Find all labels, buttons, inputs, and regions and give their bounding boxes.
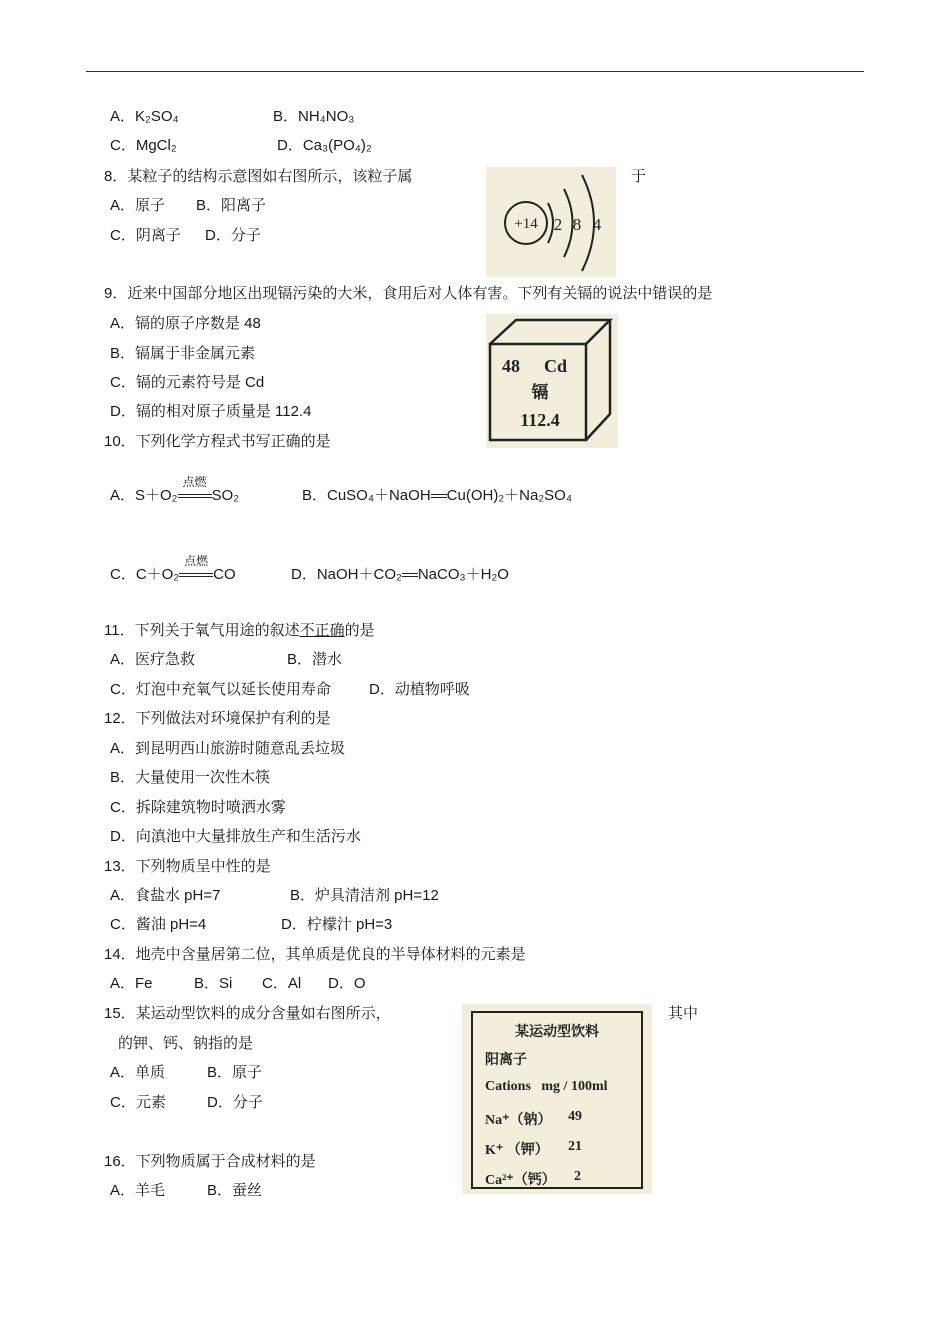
q14-option-c[interactable]: C．Al (262, 975, 302, 992)
atom-structure-diagram (486, 167, 616, 277)
q10-stem: 10．下列化学方程式书写正确的是 (104, 433, 331, 450)
condition-label: 点燃 (184, 554, 209, 568)
q8-stem: 8．某粒子的结构示意图如右图所示，该粒子属 (104, 168, 413, 185)
q15-stem-line2: 的钾、钙、钠指的是 (118, 1035, 254, 1052)
atom-structure-svg (486, 167, 616, 277)
q13-option-d[interactable]: D．柠檬汁 pH=3 (281, 916, 393, 933)
q11-stem (104, 621, 375, 641)
shell-1-electrons: 2 (553, 215, 563, 234)
q14-stem: 14．地壳中含量居第二位，其单质是优良的半导体材料的元素是 (104, 946, 526, 963)
q15-option-c[interactable]: C．元素 (110, 1094, 166, 1111)
q10-option-c[interactable] (110, 554, 236, 585)
q10-option-d[interactable] (291, 565, 509, 585)
q11-stem-emphasis: 不正确 (299, 622, 345, 639)
q15-option-d[interactable]: D．分子 (207, 1094, 263, 1111)
label-row-value: 2 (574, 1169, 581, 1184)
q13-option-a[interactable]: A．食盐水 pH=7 (110, 887, 221, 904)
q11-option-a[interactable]: A．医疗急救 (110, 651, 196, 668)
label-header: Cations mg / 100ml (485, 1079, 608, 1094)
q11-stem-text: 11．下列关于氧气用途的叙述 (104, 622, 300, 639)
q9-option-b[interactable]: B．镉属于非金属元素 (110, 345, 256, 362)
label-row-ion: Na⁺（钠） (485, 1113, 552, 1128)
q10-d-products: NaCO₃＋H₂O (417, 566, 509, 583)
q10-a-products: SO₂ (211, 487, 240, 504)
header-rule (86, 71, 864, 72)
q11-option-d[interactable]: D．动植物呼吸 (369, 681, 470, 698)
q16-option-a[interactable]: A．羊毛 (110, 1182, 166, 1199)
card-top (490, 320, 610, 344)
q12-option-b[interactable]: B．大量使用一次性木筷 (110, 769, 271, 786)
equals-sign (431, 494, 447, 498)
q7-option-b[interactable]: B．NH₄NO₃ (273, 108, 355, 125)
q9-option-c[interactable]: C．镉的元素符号是 Cd (110, 374, 265, 391)
nucleus-charge: +14 (514, 216, 538, 232)
q14-option-a[interactable]: A．Fe (110, 975, 153, 992)
q8-option-b[interactable]: B．阳离子 (196, 197, 267, 214)
q15-option-a[interactable]: A．单质 (110, 1064, 166, 1081)
q7-option-a[interactable]: A．K₂SO₄ (110, 108, 179, 125)
q14-option-b[interactable]: B．Si (194, 975, 233, 992)
q10-a-reactants: A．S＋O₂ (110, 487, 178, 504)
cadmium-element-card (486, 314, 618, 448)
atomic-mass: 112.4 (520, 410, 560, 430)
q10-b-reactants: B．CuSO₄＋NaOH (302, 487, 431, 504)
q13-option-c[interactable]: C．酱油 pH=4 (110, 916, 207, 933)
q15-option-b[interactable]: B．原子 (207, 1064, 263, 1081)
q7-option-d[interactable]: D．Ca₃(PO₄)₂ (277, 137, 372, 154)
shell-3-electrons: 4 (592, 215, 602, 234)
q10-c-reactants: C．C＋O₂ (110, 566, 180, 583)
q12-stem: 12．下列做法对环境保护有利的是 (104, 710, 331, 727)
q13-stem: 13．下列物质呈中性的是 (104, 858, 271, 875)
q10-d-reactants: D．NaOH＋CO₂ (291, 566, 402, 583)
equals-sign (402, 573, 418, 577)
q16-option-b[interactable]: B．蚕丝 (207, 1182, 263, 1199)
label-title: 某运动型饮料 (515, 1025, 599, 1040)
q10-b-products: Cu(OH)₂＋Na₂SO₄ (446, 487, 572, 504)
electron-shell-1 (548, 203, 553, 243)
element-name: 镉 (531, 383, 549, 403)
q8-option-d[interactable]: D．分子 (205, 227, 261, 244)
q15-stem: 15．某运动型饮料的成分含量如右图所示， (104, 1005, 391, 1022)
q10-option-b[interactable] (302, 486, 572, 506)
shell-2-electrons: 8 (572, 215, 582, 234)
atomic-number: 48 (502, 356, 520, 376)
q11-option-c[interactable]: C．灯泡中充氧气以延长使用寿命 (110, 681, 331, 698)
reaction-condition (179, 554, 213, 585)
q8-option-a[interactable]: A．原子 (110, 197, 166, 214)
element-card-svg (486, 314, 618, 448)
q7-option-c[interactable]: C．MgCl₂ (110, 137, 177, 154)
label-row-value: 49 (568, 1109, 582, 1124)
condition-label: 点燃 (182, 475, 207, 489)
q8-option-c[interactable]: C．阴离子 (110, 227, 181, 244)
label-subtitle: 阳离子 (485, 1053, 527, 1068)
q11-stem-end: 的是 (344, 622, 375, 639)
q12-option-c[interactable]: C．拆除建筑物时喷洒水雾 (110, 799, 286, 816)
label-row-ion: Ca²⁺（钙） (485, 1173, 556, 1188)
label-row-value: 21 (568, 1139, 582, 1154)
q9-stem: 9．近来中国部分地区出现镉污染的大米，食用后对人体有害。下列有关镉的说法中错误的是 (104, 285, 713, 302)
drink-nutrition-label (462, 1004, 652, 1194)
q12-option-d[interactable]: D．向滇池中大量排放生产和生活污水 (110, 828, 361, 845)
reaction-condition (178, 475, 212, 506)
element-symbol: Cd (544, 356, 568, 376)
q9-option-d[interactable]: D．镉的相对原子质量是 112.4 (110, 403, 312, 420)
q12-option-a[interactable]: A．到昆明西山旅游时随意乱丢垃圾 (110, 740, 346, 757)
q8-stem-tail: 于 (631, 168, 647, 185)
label-row-ion: K⁺ （钾） (485, 1143, 549, 1158)
q13-option-b[interactable]: B．炉具清洁剂 pH=12 (290, 887, 439, 904)
q15-stem-tail: 其中 (668, 1005, 699, 1022)
q14-option-d[interactable]: D．O (328, 975, 366, 992)
card-side (586, 320, 610, 440)
electron-shell-2 (564, 189, 573, 257)
label-frame (471, 1011, 643, 1189)
q11-option-b[interactable]: B．潜水 (287, 651, 343, 668)
q10-c-products: CO (213, 566, 236, 583)
q10-option-a[interactable] (110, 475, 240, 506)
q16-stem: 16．下列物质属于合成材料的是 (104, 1153, 316, 1170)
q9-option-a[interactable]: A．镉的原子序数是 48 (110, 315, 261, 332)
